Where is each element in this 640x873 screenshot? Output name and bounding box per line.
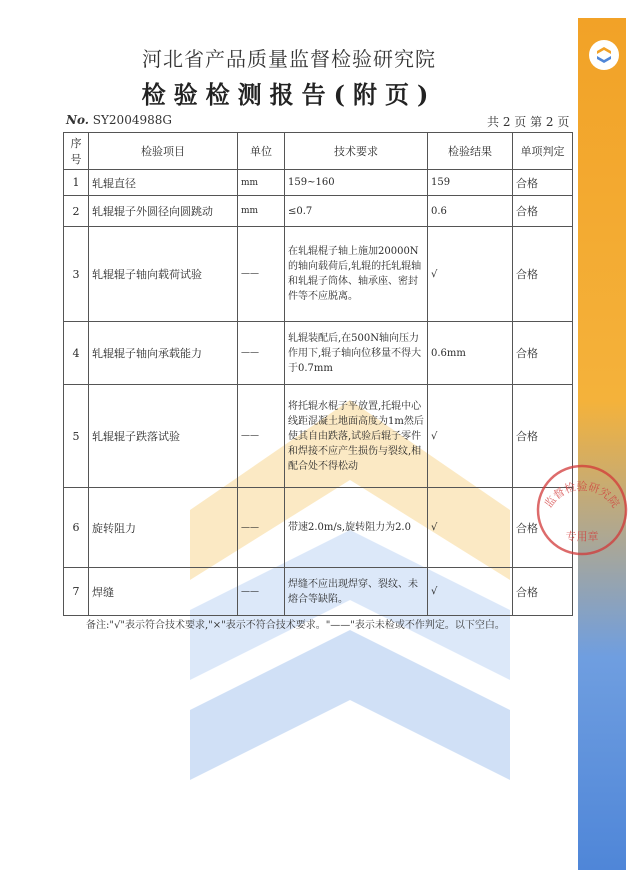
header-requirement: 技术要求 (285, 133, 428, 170)
cell-unit: —— (238, 227, 285, 322)
report-number-label: No. (66, 113, 89, 127)
cell-requirement: 带速2.0m/s,旋转阻力为2.0 (285, 488, 428, 568)
cell-verdict: 合格 (513, 385, 573, 488)
cell-requirement: 轧辊装配后,在500N轴向压力作用下,辊子轴向位移量不得大于0.7mm (285, 322, 428, 385)
cell-verdict: 合格 (513, 322, 573, 385)
cell-item: 焊缝 (89, 568, 238, 616)
decorative-strip (578, 18, 626, 870)
document-title: 检验检测报告(附页) (141, 80, 437, 109)
table-row (64, 488, 573, 568)
cell-item: 旋转阻力 (89, 488, 238, 568)
cell-item: 轧辊辊子轴向承载能力 (89, 322, 238, 385)
cell-requirement: 将托辊水棍子平放置,托辊中心线距混凝土地面高度为1m然后使其自由跌落,试验后辊子零件和焊接不应产生损伤与裂纹,相配合处不得松动 (285, 385, 428, 488)
cell-requirement: 在轧辊棍子轴上施加20000N的轴向载荷后,轧辊的托轧辊轴和轧辊子筒体、轴承座、密封件等不应脱离。 (285, 227, 428, 322)
institute-logo-icon (589, 40, 619, 70)
svg-text:监督检验研究院 (541, 479, 622, 510)
table-row (64, 568, 573, 616)
cell-requirement: 159~160 (285, 170, 428, 196)
table-row (64, 227, 573, 322)
cell-unit: —— (238, 568, 285, 616)
cell-verdict: 合格 (513, 568, 573, 616)
page-indicator: 共 2 页 第 2 页 (487, 115, 570, 129)
table-row (64, 170, 573, 196)
cell-result: √ (428, 568, 513, 616)
cell-seq: 4 (64, 322, 89, 385)
seal-text-top: 监督检验研究院 (542, 479, 622, 511)
cell-verdict: 合格 (513, 196, 573, 227)
institute-name: 河北省产品质量监督检验研究院 (142, 47, 436, 71)
header-verdict: 单项判定 (513, 133, 573, 170)
inspection-table (63, 132, 573, 616)
report-number-value: SY2004988G (92, 113, 172, 127)
cell-requirement: 焊缝不应出现焊穿、裂纹、未熔合等缺陷。 (285, 568, 428, 616)
cell-requirement: ≤0.7 (285, 196, 428, 227)
cell-item: 轧辊辊子跌落试验 (89, 385, 238, 488)
header-item: 检验项目 (89, 133, 238, 170)
cell-result: √ (428, 227, 513, 322)
table-row (64, 322, 573, 385)
cell-result: 159 (428, 170, 513, 196)
header-unit: 单位 (238, 133, 285, 170)
table-header-row (64, 133, 573, 170)
table-row (64, 196, 573, 227)
cell-unit: mm (238, 170, 285, 196)
cell-result: 0.6 (428, 196, 513, 227)
cell-unit: mm (238, 196, 285, 227)
cell-seq: 3 (64, 227, 89, 322)
cell-item: 轧辊辊子轴向载荷试验 (89, 227, 238, 322)
table-row (64, 385, 573, 488)
cell-unit: —— (238, 385, 285, 488)
cell-seq: 2 (64, 196, 89, 227)
cell-result: √ (428, 385, 513, 488)
cell-seq: 1 (64, 170, 89, 196)
cell-verdict: 合格 (513, 488, 573, 568)
cell-verdict: 合格 (513, 227, 573, 322)
report-number (66, 113, 172, 127)
official-seal-icon (532, 460, 632, 560)
cell-unit: —— (238, 488, 285, 568)
cell-verdict: 合格 (513, 170, 573, 196)
seal-text-bottom: 专用章 (565, 530, 599, 543)
cell-result: 0.6mm (428, 322, 513, 385)
cell-unit: —— (238, 322, 285, 385)
header-result: 检验结果 (428, 133, 513, 170)
cell-seq: 6 (64, 488, 89, 568)
cell-seq: 7 (64, 568, 89, 616)
cell-result: √ (428, 488, 513, 568)
cell-item: 轧辊辊子外圆径向圆跳动 (89, 196, 238, 227)
header-seq: 序号 (64, 133, 89, 170)
cell-seq: 5 (64, 385, 89, 488)
cell-item: 轧辊直径 (89, 170, 238, 196)
remarks-note: 备注:"√"表示符合技术要求,"×"表示不符合技术要求。"——"表示未检或不作判定。以下空白。 (86, 620, 505, 631)
